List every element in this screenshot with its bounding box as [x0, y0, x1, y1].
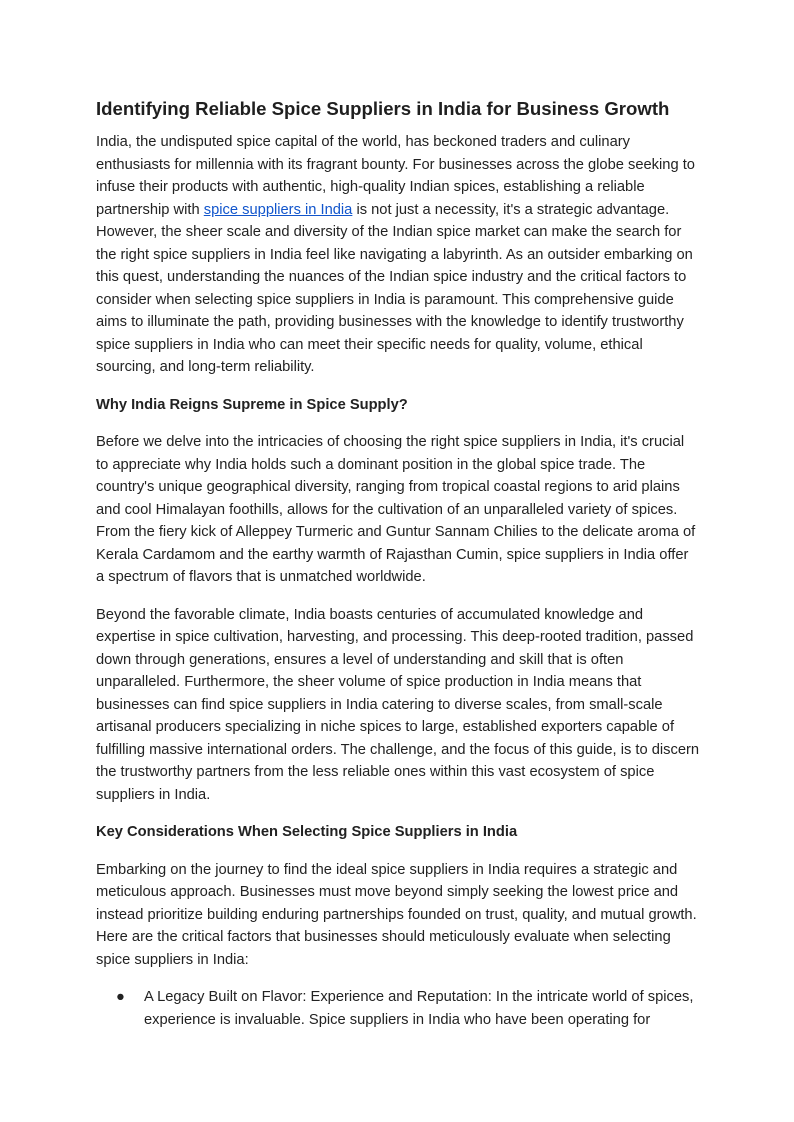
considerations-list — [96, 986, 700, 1031]
spice-suppliers-link[interactable]: spice suppliers in India — [203, 201, 353, 218]
list-item — [96, 986, 700, 1031]
intro-text-after-link: is not just a necessity, it's a strategic advantage. However, the sheer scale and diversity of the Indian spice market can make the search for the right spice suppliers in India feel like navigating a labyrinth. As an outsider embarking on this quest, understanding the nuances of the Indian spice industry and the critical factors to consider when selecting spice suppliers in India is paramount. This comprehensive guide aims to illuminate the path, providing businesses with the knowledge to identify trustworthy spice suppliers in India who can meet their specific needs for quality, volume, ethical sourcing, and long-term reliability. — [96, 201, 693, 375]
body-paragraph: Beyond the favorable climate, India boasts centuries of accumulated knowledge and expertise in spice cultivation, harvesting, and processing. This deep-rooted tradition, passed down through generations, ensures a level of understanding and skill that is often unparalleled. Furthermore, the sheer volume of spice production in India means that businesses can find spice suppliers in India catering to diverse scales, from small-scale artisanal producers specializing in niche spices to large, established exporters capable of fulfilling massive international orders. The challenge, and the focus of this guide, is to discern the trustworthy partners from the less reliable ones within this vast ecosystem of spice suppliers in India. — [96, 606, 700, 803]
body-paragraph: Before we delve into the intricacies of choosing the right spice suppliers in India, it's crucial to appreciate why India holds such a dominant position in the global spice trade. The country's unique geographical diversity, ranging from tropical coastal regions to arid plains and cool Himalayan foothills, allows for the cultivation of an unparalleled variety of spices. From the fiery kick of Alleppey Turmeric and Guntur Sannam Chilies to the delicate aroma of Kerala Cardamom and the earthy warmth of Rajasthan Cumin, spice suppliers in India offer a spectrum of flavors that is unmatched worldwide. — [96, 434, 696, 585]
intro-paragraph — [96, 131, 700, 379]
section-heading-key-considerations: Key Considerations When Selecting Spice Suppliers in India — [96, 824, 518, 840]
document-page — [96, 96, 700, 1031]
page-title: Identifying Reliable Spice Suppliers in India for Business Growth — [96, 98, 670, 119]
body-paragraph: Embarking on the journey to find the ideal spice suppliers in India requires a strategic and meticulous approach. Businesses must move beyond simply seeking the lowest price and instead prioritize building enduring partnerships founded on trust, quality, and mutual growth. Here are the critical factors that businesses should meticulously evaluate when selecting spice suppliers in India: — [96, 861, 697, 968]
list-item-text: A Legacy Built on Flavor: Experience and Reputation: In the intricate world of spices, experience is invaluable. Spice suppliers in India who have been operating for — [144, 989, 694, 1028]
section-heading-why-india: Why India Reigns Supreme in Spice Supply? — [96, 396, 408, 413]
intro-text-before-link: India, the undisputed spice capital of the world, has beckoned traders and culinary enthusiasts for millennia with its fragrant bounty. For businesses across the globe seeking to infuse their products with authentic, high-quality Indian spices, establishing a reliable partnership with — [96, 134, 695, 218]
bullet-icon: ● — [116, 989, 125, 1005]
